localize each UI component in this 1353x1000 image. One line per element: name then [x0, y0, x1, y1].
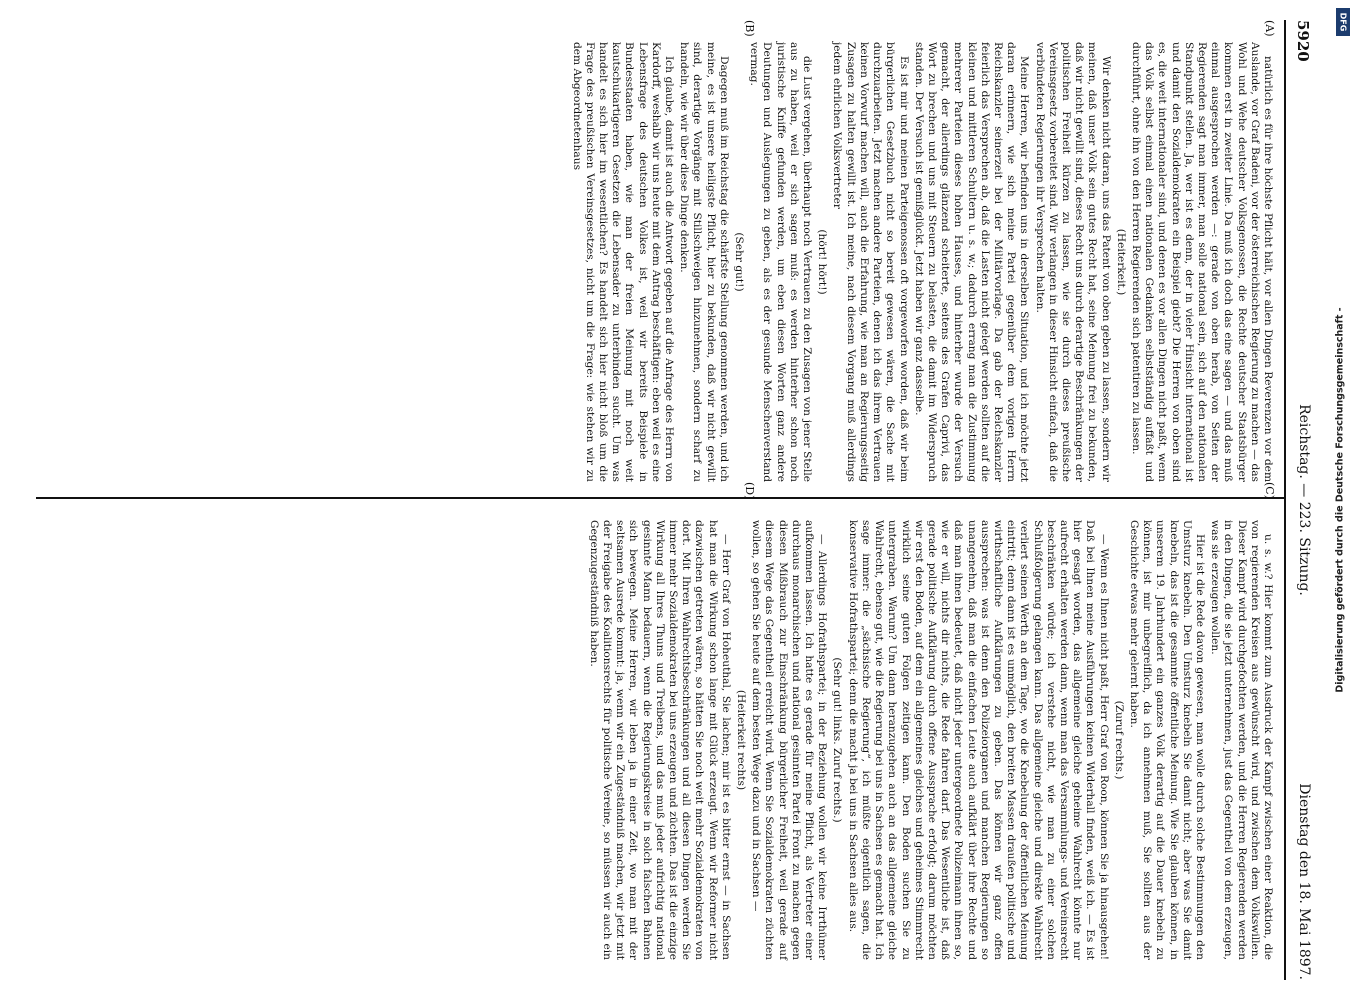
- paragraph: Es ist mir und meinen Parteigenossen oft vorgeworfen worden, daß wir beim bürgerlichen Gesetzbuch nicht so bereit gewesen wären, die Sache mit durchzuarbeiten. Jetzt machen andere Parteien, denen ich das ihrem Vertrauen keinen Vorwurf machen will, auch die Erfahrung, wie man an Regierungsseitig Zusagen zu halten gewillt ist. Ich meine, nach diesem Vorgang muß allerdings jedem ehrlichen Volksvertreter: [831, 42, 910, 482]
- interjection: (hört! hört!): [816, 229, 829, 295]
- newspaper-page: [36, 20, 1316, 980]
- page-number: 5920: [1294, 20, 1312, 62]
- paragraph: die Lust vergehen, überhaupt noch Vertrauen zu den Zusagen von jener Stelle aus zu haben, weil er sich sagen muß: es werden hinterher schon noch juristische Kniffe gefunden werden, um eben diesen Worten ganz andere Deutungen und Auslegungen zu geben, als es der gesunde Menschenverstand vermag.: [748, 42, 814, 482]
- margin-mark-b: (B): [743, 20, 756, 37]
- page-header: [1286, 20, 1316, 980]
- paragraph: — Herr Graf von Hoheuthal, Sie lachen; mir ist es bitter ernst — in Sachsen hat man die Wirkung schon lange mit Glück erzeugt. Wenn wir Reformer nicht dazwischen getreten wären, so hätten Sie noch weit mehr Sozialdemokraten von dort. Mit Ihren Wahlrechtsbeschränkungen und all diesen Dingen werden Sie immer mehr Sozialdemokraten bei uns erzeugen und züchten. Das ist die einzige Wirkung all Ihres Thuns und Treibens, und das muß jeder aufrichtig national gesinnte Mann bedauern, wenn die Regierungskreise in solch falschen Bahnen sich bewegen. Meine Herren, wir leben ja in einer Zeit, wo man mit der seltsamen Ausrede kommt: ja, wenn wir ein Zugeständniß machen, wir jetzt mit der Freigabe des Koalitionsrechts für politische Vereine, so müssen wir auch ein Gegenzugeständniß haben.: [587, 520, 732, 960]
- paragraph: Ich glaube, damit ist auch die Antwort gegeben auf die Anfrage des Herrn von Kardorff, weshalb wir uns heute mit dem Antrag beschäftigen: eben weil es eine Lebensfrage des deutschen Volkes ist, weil wir bereits Beispiele in Bundesstaaten haben, wie man der freien Meinung mit noch weit kautschukartigeren Gesetzen die Lebensader zu unterbinden sucht. Um was handelt es sich hier im wesentlichen? Es handelt sich hier nicht bloß um die Frage des preußischen Vereinsgesetzes, nicht um die Frage: wie stehen wir zu dem Abgeordnetenhaus: [570, 42, 676, 482]
- paragraph: u. s. w.? Hier kommt zum Ausdruck der Kampf zwischen einer Reaktion, die von regierenden Kreisen aus gewünscht wird, und zwischen dem Volkswillen. Dieser Kampf wird durchgefochten werden, und die Herren Regierenden werden in den Dingen, die sie jetzt unternehmen, just das Gegentheil von dem erzeugen, was sie erzeugen wollen.: [1209, 520, 1274, 960]
- digitization-credit: [1331, 40, 1349, 960]
- right-column: [585, 520, 1274, 960]
- dfg-logo-text: DFG: [1338, 12, 1348, 32]
- interjection: (Zuruf rechts.): [1112, 700, 1125, 780]
- session-title: Reichstag. — 223. Sitzung.: [1296, 404, 1312, 596]
- margin-mark-d: (D): [743, 482, 756, 500]
- interjection: (Sehr gut! links. Zuruf rechts.): [831, 657, 844, 823]
- paragraph: Meine Herren, wir befinden uns in derselben Situation, und ich möchte jetzt daran erinnern, wie sich meine Partei gegenüber dem vorigen Herrn Reichskanzler seinerzeit bei der Militärvorlage. Da gab der Reichskanzler feierlich das Versprechen ab, daß die Lasten nicht gelegt werden sollten auf die kleinen und mittleren Schultern u. s. w.; dadurch errang man die Zustimmung mehrerer Parteien dieses hohen Hauses, und hinterher wurde der Versuch gemacht, der allerdings glänzend scheiterte, seitens des Grafen Caprivi, das Wort zu brechen und uns mit Steuern zu belasten, die damit im Widerspruch standen. Der Versuch ist gemißglückt. Jetzt haben wir ganz dasselbe.: [912, 42, 1031, 482]
- credit-text: Digitalisierung gefördert durch die Deutsche Forschungsgemeinschaft -: [1334, 307, 1346, 693]
- paragraph: Dagegen muß im Reichstag die schärfste Stellung genommen werden, und ich meine, es ist unsere heiligste Pflicht, hier zu bekunden, daß wir nicht gewillt sind, derartige Vorgänge mit Stillschweigen hinzunehmen, sondern scharf zu handeln, wie wir über diese Dinge denken.: [678, 42, 730, 482]
- interjection: (Sehr gut!): [733, 232, 746, 292]
- paragraph: Wir denken nicht daran, uns das Patent von oben geben zu lassen, sondern wir meinen, daß unser Volk sein gutes Recht hat, seine Meinung frei zu bekunden, daß wir nicht gewillt sind, dieses Recht uns durch derartige Beschränkungen der politischen Freiheit kürzen zu lassen, wie sie durch dieses preußische Vereinsgesetz vorbereitet sind. Wir verlangen in dieser Hinsicht einfach, daß die verbündeten Regierungen ihr Versprechen halten.: [1033, 42, 1112, 482]
- session-date: Dienstag den 18. Mai 1897.: [1296, 783, 1312, 980]
- dfg-logo: [1336, 8, 1350, 36]
- header-rule: [1284, 20, 1286, 980]
- paragraph: natürlich es für ihre höchste Pflicht hält, vor allen Dingen Reverenzen vor dem Auslande, vor Graf Badeni, vor der österreichischen Regierung zu machen — das Wohl und Wehe deutscher Volksgenossen, die Rechte deutscher Staatsbürger kommen erst in zweiter Linie. Da muß ich doch das eine sagen — und das muß einmal ausgesprochen werden —: gerade von oben herab, von Seiten der Regierenden sagt man immer, man solle national sein, sich auf den nationalen Standpunkt stellen. Ja, wer ist es denn, der in vieler Hinsicht international ist und damit den Sozialdemokraten ein Beispiel giebt? Die Herren von oben sind es, die weit internationaler sind, und denen es vor allen Dingen nicht paßt, wenn das Volk selbst einmal einen nationalen Gedanken selbstständig auffaßt und durchführt, ohne ihn von den Herren Regierenden sich patentiren zu lassen.: [1129, 42, 1274, 482]
- paragraph: — Wenn es Ihnen nicht paßt, Herr Graf von Roon, können Sie ja hinausgehen! Daß bei Ihnen meine Ausführungen keinen Widerhall finden, weiß ich. — Es ist hier gesagt worden, das allgemeine gleiche geheime Wahlrecht könnte nur aufrecht erhalten werden dann, wenn man das Versammlungs- und Vereinsrecht beschränken würde; ich verstehe nicht, wie man zu einer solchen Schlußfolgerung gelangen kann. Das allgemeine gleiche und direkte Wahlrecht verliert seinen Werth an dem Tage, wo die Knebelung der öffentlichen Meinung eintritt; denn dann ist es unmöglich, den breiten Massen draußen politische und wirthschaftliche Aufklärungen zu geben. Das können wir ganz offen aussprechen: was ist denn den Polizeiorganen und manchen Regierungen so unangenehm, daß man die einfachen Leute auch aufklärt über ihre Rechte und daß man ihnen bedeutet, daß nicht jeder untergeordnete Polizeimann ihnen so, wie er will, nichts dir nichts, die Rede fahren darf. Das Wesentliche ist, daß gerade politische Aufklärung durch offene Aussprache erfolgt; darum möchten wir erst den Boden, auf dem ein allgemeines gleiches und geheimes Stimmrecht wirklich seine guten Folgen zeitigen kann. Den Boden suchen Sie zu untergraben. Warum? Um dann heranzugehen auch an das allgemeine gleiche Wahlrecht, ebenso gut, wie die Regierung bei uns in Sachsen es gemacht hat. Ich sage immer: die „sächsische Regierung“, ich müßte eigentlich sagen, die konservative Hofrathspartei; denn die macht ja bei uns in Sachsen alles aus.: [846, 520, 1110, 960]
- interjection: (Heiterkeit rechts): [735, 689, 748, 791]
- interjection: (Heiterkeit.): [1114, 228, 1127, 296]
- column-divider: [36, 497, 1284, 499]
- paragraph: — Allerdings Hofrathspartei; in der Beziehung wollen wir keine Irrthümer aufkommen lassen. Ich hatte es gerade für meine Pflicht, als Vertreter einer durchaus monarchischen und national gesinnten Partei Front zu machen gegen diesen Mißbrauch zur Einschränkung bürgerlicher Freiheit, weil gerade auf diesem Wege das Gegentheil erreicht wird. Wenn Sie Sozialdemokraten züchten wollen, so gehen Sie heute auf dem besten Wege dazu und in Sachsen —: [750, 520, 829, 960]
- margin-mark-c: (C): [1263, 482, 1276, 499]
- margin-mark-a: (A): [1263, 20, 1276, 37]
- left-column: [567, 42, 1274, 482]
- paragraph: Hier ist die Rede davon gewesen, man wolle durch solche Bestimmungen den Umsturz knebeln. Den Umsturz knebeln Sie damit nicht; aber was Sie damit knebeln, das ist die gesammte öffentliche Meinung. Wie Sie glauben können, in unserem 19. Jahrhundert ein ganzes Volk derartig auf die Dauer knebeln zu können, ist mir unbegreiflich, da ich annehmen muß, Sie sollten aus der Geschichte etwas mehr gelernt haben.: [1127, 520, 1206, 960]
